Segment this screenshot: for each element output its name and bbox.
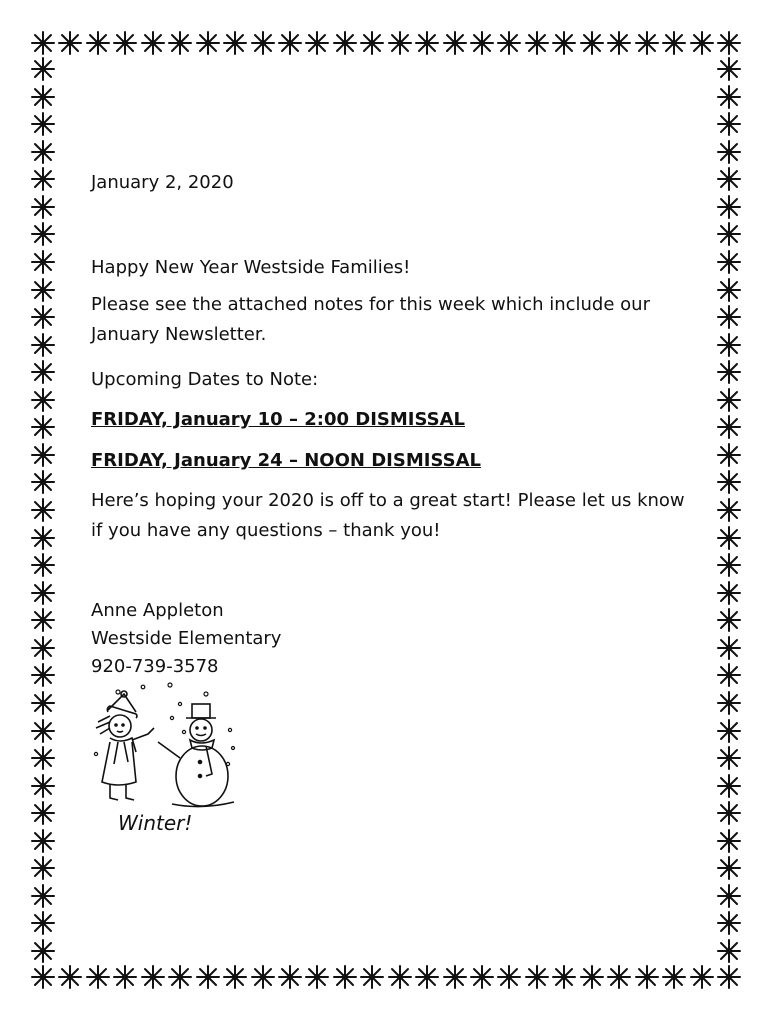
snowflake-star-icon [716, 938, 742, 964]
snowflake-star-icon [222, 964, 248, 990]
upcoming-date-item: FRIDAY, January 24 – NOON DISMISSAL [91, 450, 481, 471]
snowflake-star-icon [85, 964, 111, 990]
snowflake-star-icon [250, 30, 276, 56]
snowflake-star-icon [30, 938, 56, 964]
snowflake-star-icon [30, 304, 56, 330]
snowflake-star-icon [524, 30, 550, 56]
upcoming-dates-heading: Upcoming Dates to Note: [91, 369, 319, 390]
snowflake-star-icon [606, 964, 632, 990]
snowflake-star-icon [30, 30, 56, 56]
snowflake-star-icon [387, 30, 413, 56]
snowflake-star-icon [716, 718, 742, 744]
snowflake-star-icon [716, 773, 742, 799]
girl-figure [96, 691, 154, 800]
snowflake-star-icon [469, 30, 495, 56]
snowflake-star-icon [30, 525, 56, 551]
signature-phone: 920-739-3578 [91, 656, 219, 677]
snowflake-star-icon [689, 964, 715, 990]
snowman-figure [158, 704, 234, 807]
snowflake-star-icon [716, 690, 742, 716]
snowflake-star-icon [167, 30, 193, 56]
snowflake-star-icon [716, 607, 742, 633]
snowflake-star-icon [304, 30, 330, 56]
snowflake-star-icon [30, 84, 56, 110]
snowflake-star-icon [414, 30, 440, 56]
border-left [30, 56, 56, 964]
snowflake-star-icon [716, 166, 742, 192]
snowflake-star-icon [551, 30, 577, 56]
snowflake-star-icon [222, 30, 248, 56]
upcoming-date-item: FRIDAY, January 10 – 2:00 DISMISSAL [91, 409, 466, 430]
snowflake-star-icon [30, 662, 56, 688]
snowflake-star-icon [579, 30, 605, 56]
snowflake-star-icon [30, 690, 56, 716]
snowflake-star-icon [496, 30, 522, 56]
snowflake-star-icon [716, 497, 742, 523]
snowflake-star-icon [140, 30, 166, 56]
snowflake-star-icon [30, 277, 56, 303]
girl-and-snowman-clipart [88, 682, 248, 842]
snowflake-star-icon [30, 56, 56, 82]
snowflake-star-icon [30, 111, 56, 137]
snowflake-star-icon [30, 580, 56, 606]
snowflake-star-icon [112, 964, 138, 990]
clipart-caption: Winter! [118, 811, 193, 835]
snowflake-star-icon [30, 387, 56, 413]
snowflake-star-icon [716, 84, 742, 110]
snowflake-star-icon [30, 718, 56, 744]
snowflake-star-icon [195, 30, 221, 56]
snowflake-star-icon [30, 194, 56, 220]
snowflake-star-icon [716, 111, 742, 137]
snowflake-star-icon [359, 30, 385, 56]
snowflake-star-icon [30, 221, 56, 247]
snowflake-star-icon [30, 332, 56, 358]
snowflake-star-icon [469, 964, 495, 990]
snowflake-star-icon [304, 964, 330, 990]
snowflake-star-icon [30, 442, 56, 468]
snowflake-star-icon [195, 964, 221, 990]
snowflake-star-icon [442, 964, 468, 990]
snowflake-star-icon [716, 828, 742, 854]
signature-school: Westside Elementary [91, 628, 282, 649]
snowflake-star-icon [716, 277, 742, 303]
snowflake-star-icon [30, 497, 56, 523]
snowflake-star-icon [716, 387, 742, 413]
snowflake-star-icon [716, 662, 742, 688]
snowflake-star-icon [30, 414, 56, 440]
snowflake-star-icon [30, 910, 56, 936]
snowflake-star-icon [716, 359, 742, 385]
snowflake-star-icon [716, 221, 742, 247]
snowflake-star-icon [634, 30, 660, 56]
snowflake-star-icon [634, 964, 660, 990]
snowflake-star-icon [716, 442, 742, 468]
letter-date: January 2, 2020 [91, 172, 234, 193]
snowflake-star-icon [716, 910, 742, 936]
snowflake-star-icon [716, 552, 742, 578]
snowflake-star-icon [57, 964, 83, 990]
snowflake-star-icon [30, 607, 56, 633]
snowflake-star-icon [524, 964, 550, 990]
snowflake-star-icon [716, 964, 742, 990]
snowflake-star-icon [716, 249, 742, 275]
snowflake-star-icon [277, 30, 303, 56]
snowflake-star-icon [30, 469, 56, 495]
snowflake-star-icon [689, 30, 715, 56]
snowflake-star-icon [140, 964, 166, 990]
greeting: Happy New Year Westside Families! [91, 257, 411, 278]
snowflake-star-icon [332, 964, 358, 990]
snowflake-star-icon [716, 745, 742, 771]
snowflake-star-icon [716, 304, 742, 330]
border-top [30, 30, 742, 56]
snowflake-star-icon [57, 30, 83, 56]
snowflake-star-icon [716, 414, 742, 440]
snowflake-star-icon [30, 855, 56, 881]
border-right [716, 56, 742, 964]
snowflake-star-icon [716, 30, 742, 56]
snowflake-star-icon [387, 964, 413, 990]
snowflake-star-icon [716, 525, 742, 551]
snowflake-star-icon [30, 745, 56, 771]
snowflake-star-icon [359, 964, 385, 990]
snowflake-star-icon [661, 964, 687, 990]
border-bottom [30, 964, 742, 990]
snowflake-star-icon [716, 635, 742, 661]
snowflake-star-icon [716, 194, 742, 220]
snowflake-star-icon [606, 30, 632, 56]
snowflake-star-icon [277, 964, 303, 990]
snowflake-star-icon [250, 964, 276, 990]
snowflake-star-icon [716, 883, 742, 909]
snowflake-star-icon [716, 139, 742, 165]
closing-paragraph: Here’s hoping your 2020 is off to a great start! Please let us know if you have any questions – thank you! [91, 490, 685, 541]
snowflake-star-icon [112, 30, 138, 56]
snowflake-star-icon [30, 800, 56, 826]
snowflake-star-icon [30, 773, 56, 799]
notes-paragraph: Please see the attached notes for this week which include our January Newsletter. [91, 294, 650, 345]
snowflake-star-icon [30, 883, 56, 909]
snowflake-star-icon [332, 30, 358, 56]
snowflake-star-icon [30, 552, 56, 578]
snowflake-star-icon [30, 635, 56, 661]
snowflake-star-icon [167, 964, 193, 990]
snowflake-star-icon [442, 30, 468, 56]
snowflake-star-icon [30, 249, 56, 275]
snowflake-star-icon [85, 30, 111, 56]
snowflake-star-icon [716, 580, 742, 606]
snowflake-star-icon [414, 964, 440, 990]
snowflake-star-icon [30, 964, 56, 990]
snowflake-star-icon [716, 800, 742, 826]
snowflake-star-icon [716, 56, 742, 82]
snowflake-star-icon [496, 964, 522, 990]
snowflake-star-icon [551, 964, 577, 990]
snowflake-star-icon [716, 855, 742, 881]
snowflake-star-icon [579, 964, 605, 990]
snowflake-star-icon [30, 166, 56, 192]
signature-name: Anne Appleton [91, 600, 224, 621]
snowflake-star-icon [716, 332, 742, 358]
snowflake-star-icon [30, 828, 56, 854]
snowflake-star-icon [30, 139, 56, 165]
snowflake-star-icon [661, 30, 687, 56]
snowflake-star-icon [30, 359, 56, 385]
snowflake-star-icon [716, 469, 742, 495]
